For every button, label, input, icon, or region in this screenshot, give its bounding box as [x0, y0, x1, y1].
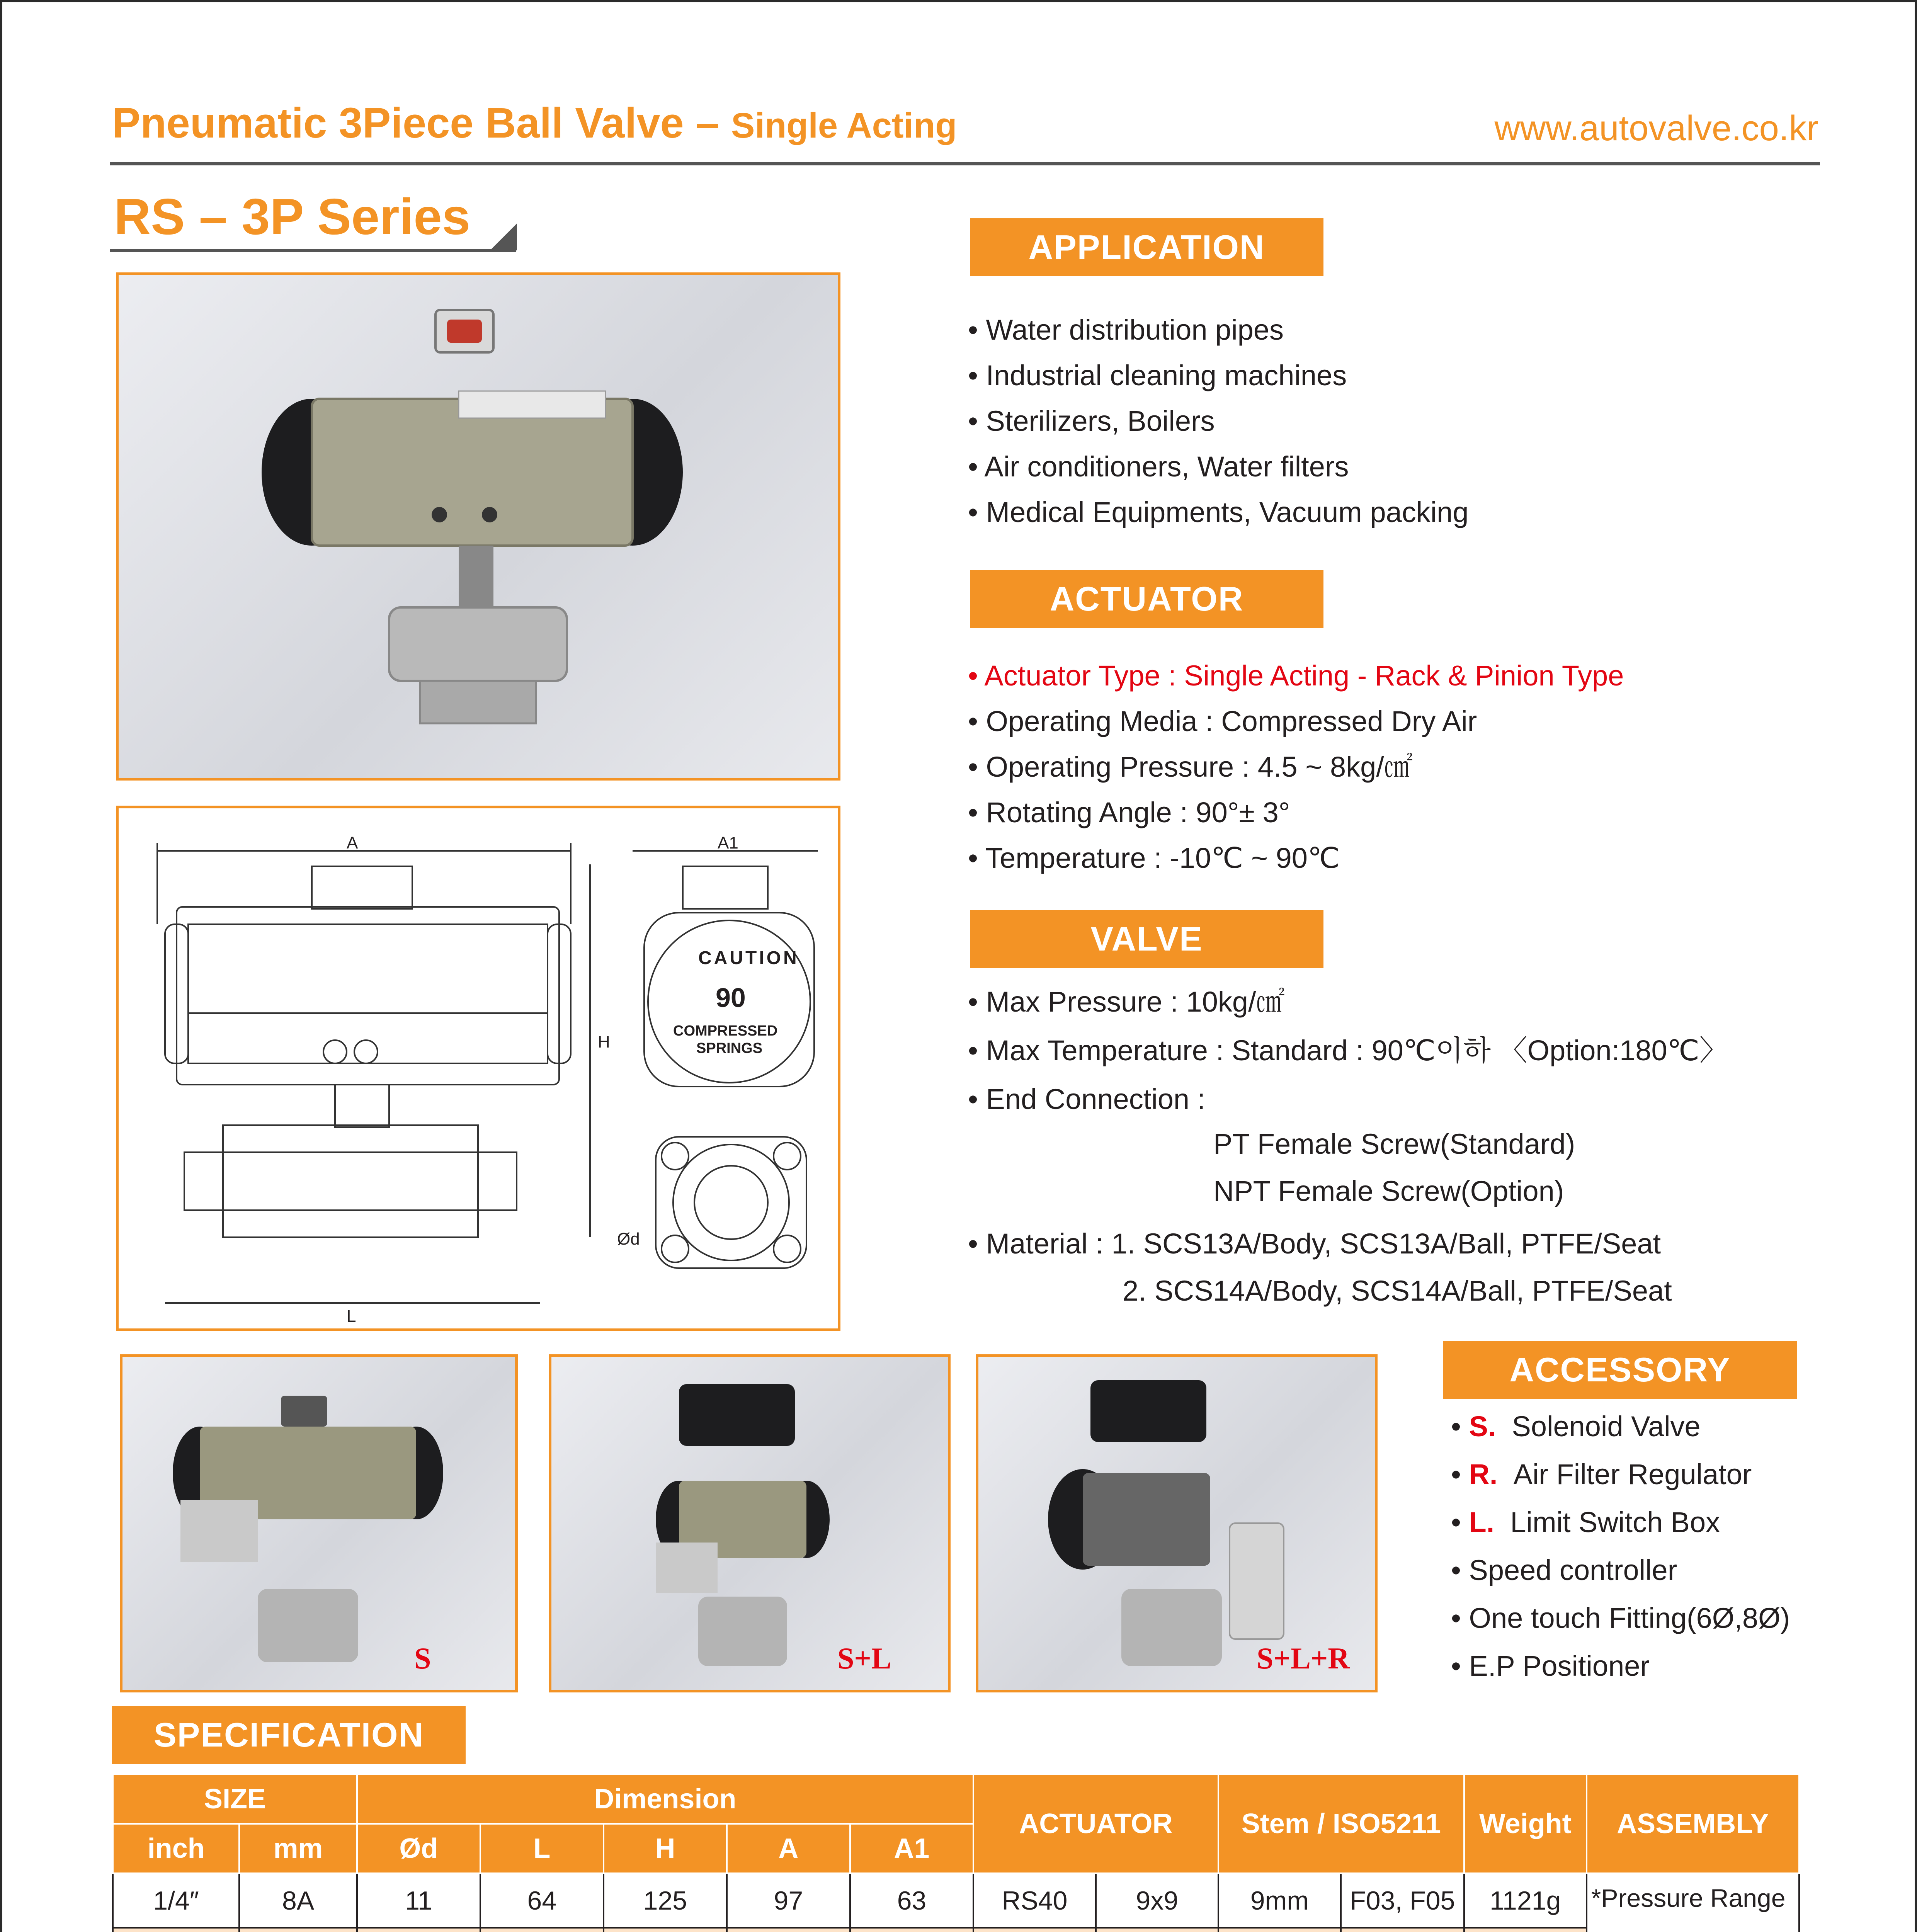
main-product-photo [116, 272, 840, 781]
actuator-heading: ACTUATOR [970, 570, 1323, 628]
actuator-item: • Temperature : -10℃ ~ 90℃ [968, 835, 1624, 881]
option-photo-s-illustration [122, 1357, 515, 1690]
actuator-valve-illustration [119, 275, 838, 778]
cell-mm: 8A [239, 1873, 357, 1928]
actuator-item: • Rotating Angle : 90°± 3° [968, 790, 1624, 835]
specification-heading: SPECIFICATION [112, 1706, 466, 1764]
option-photo-sl [549, 1354, 951, 1692]
application-item: • Sterilizers, Boilers [968, 398, 1469, 444]
cell-h: 125 [604, 1873, 727, 1928]
application-item: • Industrial cleaning machines [968, 353, 1469, 398]
th-actuator: ACTUATOR [973, 1774, 1218, 1873]
actuator-list [968, 653, 1624, 881]
table-row [113, 1873, 1799, 1928]
th-inch: inch [113, 1824, 239, 1873]
accessory-heading: ACCESSORY [1443, 1341, 1797, 1399]
cell-mm [239, 1928, 357, 1932]
dimension-drawing-svg [119, 808, 838, 1328]
accessory-list [1451, 1403, 1790, 1690]
option-photo-s [120, 1354, 518, 1692]
th-a1: A1 [850, 1824, 973, 1873]
page-header-title: Pneumatic 3Piece Ball Valve – Single Acting [112, 99, 957, 147]
valve-end-connection: • End Connection : [968, 1075, 1728, 1124]
dim-label-a: A [347, 833, 358, 852]
cell-iso [1341, 1928, 1464, 1932]
cell-weight [1464, 1928, 1587, 1932]
series-triangle-icon [490, 223, 517, 250]
valve-max-temperature: • Max Temperature : Standard : 90℃이하 〈Option:180℃〉 [968, 1026, 1728, 1075]
valve-max-pressure: • Max Pressure : 10kg/㎠ [968, 978, 1728, 1026]
th-stem: Stem / ISO5211 [1218, 1774, 1464, 1873]
accessory-item: • Speed controller [1451, 1546, 1790, 1594]
dimension-drawing [116, 806, 840, 1331]
series-title: RS – 3P Series [114, 188, 471, 245]
dim-label-l: L [347, 1307, 356, 1326]
application-list [968, 307, 1469, 535]
spring-number: 90 [716, 983, 746, 1013]
th-od: Ød [357, 1824, 480, 1873]
valve-material-list [968, 1221, 1661, 1267]
accessory-item-solenoid: • S. Solenoid Valve [1451, 1403, 1790, 1451]
option-photo-sl-illustration [551, 1357, 948, 1690]
specification-table [112, 1774, 1800, 1932]
th-mm: mm [239, 1824, 357, 1873]
cell-od: 11 [357, 1873, 480, 1928]
accessory-item-regulator: • R. Air Filter Regulator [1451, 1451, 1790, 1498]
dim-label-h: H [598, 1032, 610, 1051]
application-item: • Water distribution pipes [968, 307, 1469, 353]
th-assembly: ASSEMBLY [1587, 1774, 1799, 1873]
cell-square [1096, 1928, 1218, 1932]
valve-end-npt: NPT Female Screw(Option) [1213, 1175, 1564, 1207]
cell-od [357, 1928, 480, 1932]
dim-label-od: Ød [617, 1230, 640, 1248]
table-row [113, 1928, 1799, 1932]
cell-stem: 9mm [1218, 1873, 1341, 1928]
valve-material-1: • Material : 1. SCS13A/Body, SCS13A/Ball, PTFE/Seat [968, 1221, 1661, 1267]
application-item: • Air conditioners, Water filters [968, 444, 1469, 490]
accessory-item: • One touch Fitting(6Ø,8Ø) [1451, 1594, 1790, 1642]
th-h: H [604, 1824, 727, 1873]
valve-list [968, 978, 1728, 1124]
compressed-text: COMPRESSED [673, 1023, 778, 1039]
cell-a1 [850, 1928, 973, 1932]
series-underline [110, 249, 516, 252]
caution-text: CAUTION [698, 948, 799, 968]
cell-h [604, 1928, 727, 1932]
th-l: L [480, 1824, 604, 1873]
cell-square: 9x9 [1096, 1873, 1218, 1928]
option-label-sl: S+L [837, 1641, 891, 1675]
website-url[interactable]: www.autovalve.co.kr [1494, 109, 1818, 148]
cell-a: 97 [727, 1873, 850, 1928]
option-photo-slr-illustration [978, 1357, 1375, 1690]
option-label-s: S [414, 1641, 431, 1675]
cell-actuator: RS40 [973, 1873, 1096, 1928]
cell-stem [1218, 1928, 1341, 1932]
th-a: A [727, 1824, 850, 1873]
valve-heading: VALVE [970, 910, 1323, 968]
cell-actuator [973, 1928, 1096, 1932]
valve-material-2: 2. SCS14A/Body, SCS14A/Ball, PTFE/Seat [1123, 1275, 1672, 1307]
accessory-item: • E.P Positioner [1451, 1642, 1790, 1690]
actuator-item: • Operating Pressure : 4.5 ~ 8kg/㎠ [968, 744, 1624, 790]
actuator-item: • Operating Media : Compressed Dry Air [968, 699, 1624, 744]
option-photo-slr [976, 1354, 1378, 1692]
actuator-item: • Actuator Type : Single Acting - Rack & Pinion Type [968, 653, 1624, 699]
cell-inch: 1/4″ [113, 1873, 239, 1928]
option-label-slr: S+L+R [1257, 1641, 1350, 1675]
dim-label-a1: A1 [718, 833, 738, 852]
cell-l [480, 1928, 604, 1932]
th-weight: Weight [1464, 1774, 1587, 1873]
cell-inch [113, 1928, 239, 1932]
cell-a1: 63 [850, 1873, 973, 1928]
th-size: SIZE [113, 1774, 357, 1824]
springs-text: SPRINGS [696, 1040, 763, 1056]
cell-l: 64 [480, 1873, 604, 1928]
cell-a [727, 1928, 850, 1932]
header-divider [110, 162, 1820, 165]
cell-iso: F03, F05 [1341, 1873, 1464, 1928]
accessory-item-limit-switch: • L. Limit Switch Box [1451, 1498, 1790, 1546]
assembly-notes: *Pressure Range [1587, 1873, 1799, 1932]
application-heading: APPLICATION [970, 218, 1323, 276]
cell-weight: 1121g [1464, 1873, 1587, 1928]
application-item: • Medical Equipments, Vacuum packing [968, 490, 1469, 535]
valve-end-pt: PT Female Screw(Standard) [1213, 1128, 1575, 1160]
th-dimension: Dimension [357, 1774, 973, 1824]
